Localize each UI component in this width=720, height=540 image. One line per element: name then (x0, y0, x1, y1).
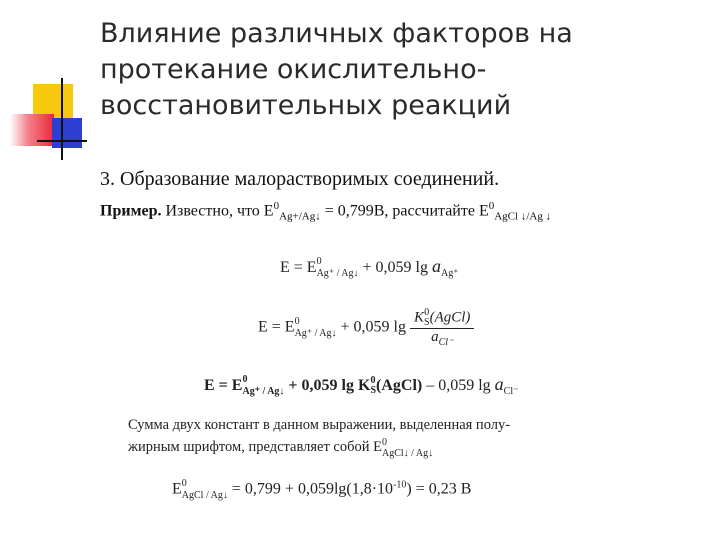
eq3-tail: – 0,059 lg (422, 377, 495, 394)
eq3-sup: 0 (242, 374, 248, 386)
eq2-k-arg: (AgCl) (429, 309, 471, 326)
eq3-activity-sub: Cl⁻ (503, 386, 519, 398)
eq4-sub: AgCl / Ag↓ (181, 490, 228, 501)
eq1-activity: a (432, 256, 441, 276)
para-sub: AgCl↓ / Ag↓ (381, 447, 434, 459)
equation-2 (258, 308, 474, 348)
para-line-2 (128, 436, 628, 459)
eq2-mid: + 0,059 lg (336, 318, 410, 336)
eq2-k: K (414, 309, 425, 326)
equation-3 (204, 374, 518, 398)
eq3-k-sup: 0 (370, 375, 376, 387)
eq2-denominator (410, 329, 474, 348)
eq4-sup: 0 (181, 478, 187, 489)
eq3-k-arg: (AgCl) (376, 377, 423, 394)
example-label: Пример. (100, 202, 162, 220)
eq2-den-a: a (431, 329, 439, 345)
decor-horizontal-line (37, 140, 87, 142)
eq2-lhs: E = E (258, 318, 295, 336)
eq4-exponent: -10 (393, 479, 407, 491)
para-sup: 0 (381, 436, 387, 448)
eq3-activity: a (494, 374, 504, 394)
eq2-k-sup: 0 (424, 307, 430, 318)
eq2-sub: Ag⁺ / Ag↓ (294, 328, 337, 339)
equation-4 (172, 478, 471, 502)
eq2-k-sub: S (424, 317, 430, 328)
eq1-lhs: E = E (280, 259, 317, 276)
eq1-sup: 0 (316, 256, 322, 268)
example-sub-2: AgCl ↓/Ag ↓ (494, 210, 552, 223)
para-line-2-text: жирным шрифтом, представляет собой E (128, 439, 382, 455)
eq4-rhs: = 0,799 + 0,059lg(1,8·10 (227, 480, 394, 498)
eq1-sub: Ag⁺ / Ag↓ (316, 268, 359, 280)
eq3-lhs: E = E (204, 377, 243, 394)
eq3-mid: + 0,059 lg K (284, 377, 371, 394)
example-text-1: Известно, что E (161, 202, 274, 220)
eq3-k-sub: S (370, 385, 376, 397)
eq1-mid: + 0,059 lg (358, 259, 432, 276)
eq3-sub: Ag⁺ / Ag↓ (242, 386, 285, 398)
slide-title: Влияние различных факторов на протекание окислительно-восстановительных реакций (100, 18, 573, 121)
eq2-numerator (410, 308, 474, 329)
eq1-activity-sub: Ag⁺ (441, 268, 459, 280)
section-heading: 3. Образование малорастворимых соединений. (100, 168, 500, 190)
example-line (100, 200, 551, 223)
explanation-paragraph (128, 414, 628, 459)
equation-1 (280, 256, 459, 280)
eq2-sup: 0 (294, 316, 300, 327)
example-text-2: = 0,799В, рассчитайте E (320, 202, 489, 220)
eq2-den-sub: Cl⁻ (438, 337, 454, 348)
eq4-lhs: E (172, 480, 182, 498)
example-sub-1: Ag+/Ag↓ (279, 210, 321, 223)
eq4-result: ) = 0,23 В (406, 480, 472, 498)
para-line-1: Сумма двух констант в данном выражении, выделенная полу- (128, 417, 511, 433)
example-sup-2: 0 (488, 200, 495, 212)
example-sup-1: 0 (273, 200, 280, 212)
decor-vertical-line (61, 78, 63, 160)
decor-blue-square (52, 118, 82, 148)
eq2-fraction (410, 308, 474, 348)
